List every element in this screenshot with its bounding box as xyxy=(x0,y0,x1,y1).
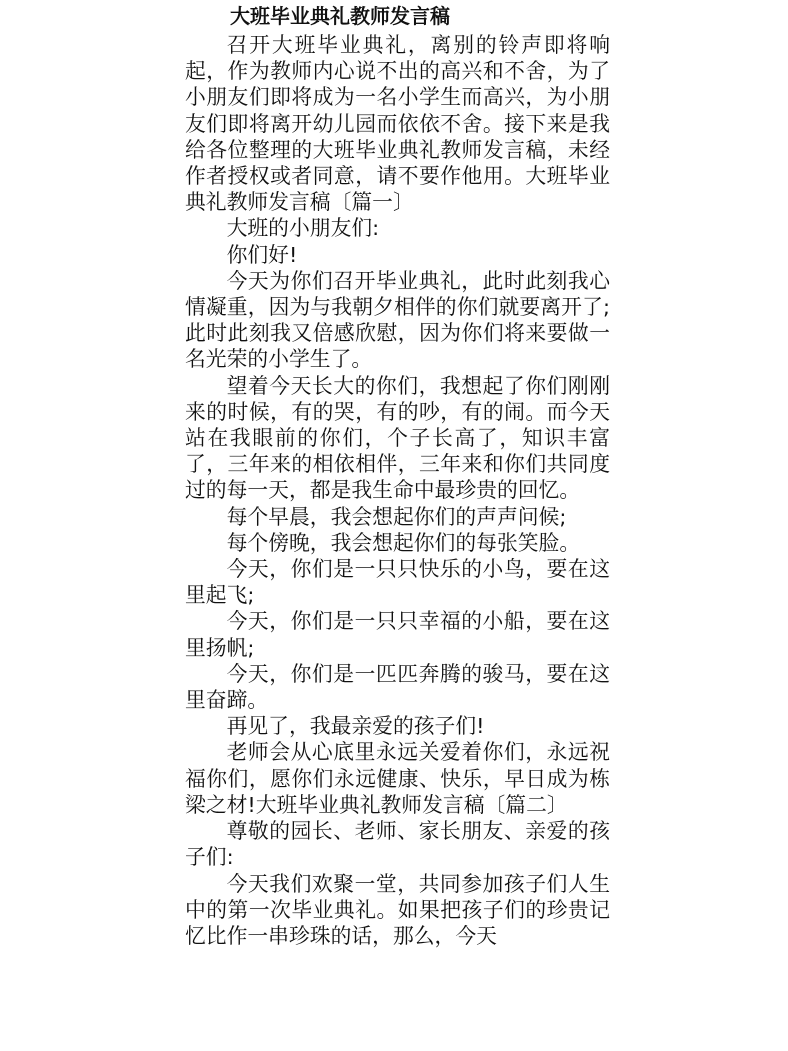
paragraph-horse: 今天，你们是一匹匹奔腾的骏马，要在这里奋蹄。 xyxy=(185,661,610,713)
paragraph-body-2: 望着今天长大的你们，我想起了你们刚刚来的时候，有的哭，有的吵，有的闹。而今天站在我眼前的你们，个子长高了，知识丰富了，三年来的相依相伴，三年来和你们共同度过的每一天，都是我生命中最珍贵的回忆。 xyxy=(185,373,610,503)
paragraph-morning: 每个早晨，我会想起你们的声声问候; xyxy=(226,504,567,529)
paragraph-body-3: 今天我们欢聚一堂，共同参加孩子们人生中的第一次毕业典礼。如果把孩子们的珍贵记忆比作一串珍珠的话，那么，今天 xyxy=(185,871,610,948)
paragraph-body-1: 今天为你们召开毕业典礼，此时此刻我心情凝重，因为与我朝夕相伴的你们就要离开了;此时此刻我又倍感欣慰，因为你们将来要做一名光荣的小学生了。 xyxy=(185,268,610,372)
paragraph-salutation-1: 大班的小朋友们: xyxy=(226,216,380,241)
document-page xyxy=(185,0,610,1051)
paragraph-boat: 今天，你们是一只只幸福的小船，要在这里扬帆; xyxy=(185,609,610,660)
paragraph-evening: 每个傍晚，我会想起你们的每张笑脸。 xyxy=(226,530,581,555)
paragraph-greeting: 你们好! xyxy=(226,242,298,267)
paragraph-farewell: 再见了，我最亲爱的孩子们! xyxy=(226,714,485,739)
paragraph-bird: 今天，你们是一只只快乐的小鸟，要在这里起飞; xyxy=(185,557,610,608)
paragraph-intro: 召开大班毕业典礼，离别的铃声即将响起，作为教师内心说不出的高兴和不舍，为了小朋友们即将成为一名小学生而高兴，为小朋友们即将离开幼儿园而依依不舍。接下来是我给各位整理的大班毕业典礼教师发言稿，未经作者授权或者同意，请不要作他用。大班毕业典礼教师发言稿〔篇一〕 xyxy=(185,33,610,215)
document-title: 大班毕业典礼教师发言稿 xyxy=(230,4,450,28)
paragraph-salutation-2: 尊敬的园长、老师、家长朋友、亲爱的孩子们: xyxy=(185,819,610,870)
paragraph-blessing: 老师会从心底里永远关爱着你们，永远祝福你们，愿你们永远健康、快乐，早日成为栋梁之材!大班毕业典礼教师发言稿〔篇二〕 xyxy=(185,740,610,817)
